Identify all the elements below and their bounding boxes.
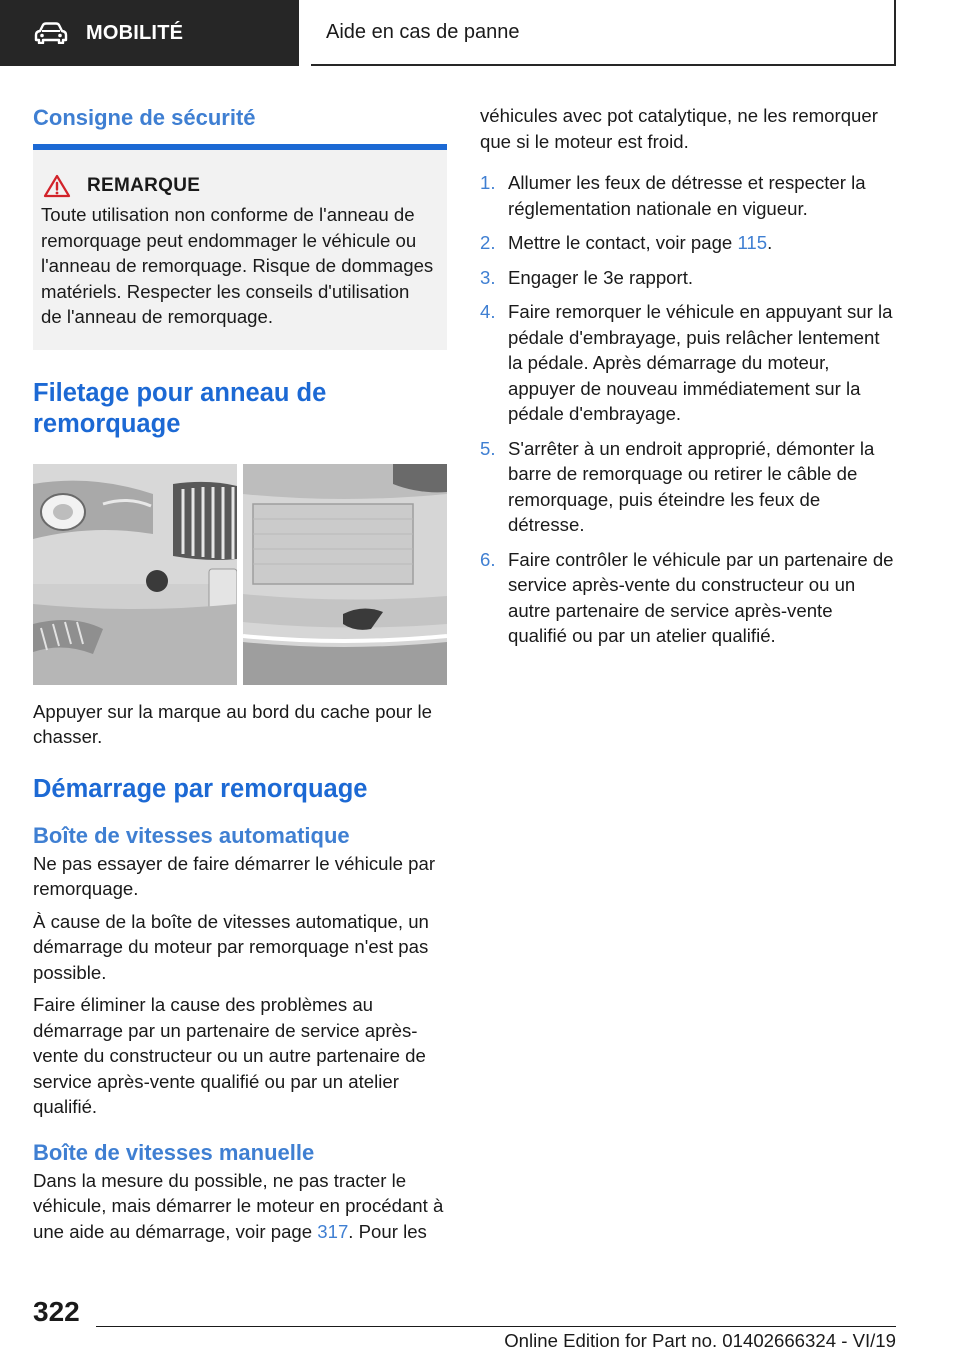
chapter-title: Aide en cas de panne [326, 20, 520, 43]
note-body: Toute utilisation non conforme de l'anneau de remorquage peut endommager le véhicule ou l'anneau de remorquage. Risque de dommages matériels. Respecter les conseils d'utilisation de l'anneau de remorquage. [41, 204, 434, 327]
step-text-part: Mettre le contact, voir page [508, 232, 738, 253]
section-title: MOBILITÉ [86, 21, 184, 44]
step-item [480, 170, 896, 221]
car-icon [34, 22, 68, 44]
tow-start-heading: Démarrage par remorquage [33, 774, 368, 803]
step-item [480, 547, 896, 649]
page-header [0, 0, 960, 66]
step-item [480, 265, 896, 291]
step-text: Allumer les feux de détresse et respecter la réglementation nationale en vigueur. [508, 172, 866, 219]
note-header [41, 174, 435, 198]
step-number: 1. [480, 172, 496, 193]
cover-closeup-image [243, 464, 447, 685]
automatic-paragraph-2: À cause de la boîte de vitesses automatique, un démarrage du moteur par remorquage n'est pas possible. [33, 910, 429, 983]
step-number: 6. [480, 548, 496, 570]
left-column [33, 98, 447, 1244]
page-reference-link[interactable]: 317 [317, 1220, 349, 1242]
automatic-paragraph-3: Faire éliminer la cause des problèmes au démarrage par un partenaire de service après-vente du constructeur ou un autre partenaire de service après-vente qualifié ou par un atelier qualifié. [33, 994, 426, 1117]
continuation-paragraph: véhicules avec pot catalytique, ne les remorquer que si le moteur est froid. [480, 105, 878, 152]
automatic-paragraph-1: Ne pas essayer de faire démarrer le véhicule par remorquage. [33, 852, 436, 899]
step-text: Engager le 3e rapport. [508, 266, 694, 288]
step-text: S'arrêter à un endroit approprié, démonter la barre de remorquage ou retirer le câble de remorquage, puis éteindre les feux de détresse. [508, 437, 875, 535]
procedure-steps [480, 170, 896, 649]
step-number: 3. [480, 266, 496, 288]
note-box [33, 150, 447, 350]
manual-text: Dans la mesure du possible, ne pas tracter le véhicule, mais démarrer le moteur en procédant à une aide au démarrage, voir page [33, 1169, 444, 1242]
step-number: 4. [480, 301, 496, 322]
tow-eye-photo [33, 464, 447, 685]
manual-paragraph [33, 1168, 447, 1245]
step-item [480, 230, 896, 256]
edition-note: Online Edition for Part no. 01402666324 - VI/19 [504, 1330, 896, 1351]
step-text: Faire remorquer le véhicule en appuyant sur la pédale d'embrayage, puis relâcher lentement la pédale. Après démarrage du moteur, appuyer de nouveau immédiatement sur la pédale d'embrayage. [508, 301, 893, 424]
page-number: 322 [33, 1296, 80, 1327]
front-bumper-image [33, 464, 237, 685]
right-column [480, 103, 896, 658]
step-item [480, 436, 896, 538]
footer-rule [96, 1326, 896, 1327]
step-number: 2. [480, 232, 496, 253]
manual-heading: Boîte de vitesses manuelle [33, 1139, 315, 1165]
thread-heading: Filetage pour anneau de remorquage [33, 378, 327, 438]
step-text: Faire contrôler le véhicule par un partenaire de service après-vente du constructeur ou un autre partenaire de service après-vente qualifié ou par un atelier qualifié. [508, 548, 894, 646]
note-title: REMARQUE [87, 175, 201, 196]
safety-heading: Consigne de sécurité [33, 105, 256, 130]
step-text-end: . [767, 232, 773, 253]
thread-instruction: Appuyer sur la marque au bord du cache pour le chasser. [33, 700, 432, 747]
chapter-box [311, 0, 896, 66]
step-number: 5. [480, 437, 496, 459]
step-item [480, 299, 896, 427]
automatic-heading: Boîte de vitesses automatique [33, 822, 350, 848]
manual-text-end: . Pour les [348, 1220, 427, 1242]
step-text [508, 230, 896, 256]
page-reference-link[interactable]: 115 [737, 232, 768, 253]
warning-triangle-icon [43, 174, 71, 198]
section-tab[interactable] [0, 0, 299, 66]
